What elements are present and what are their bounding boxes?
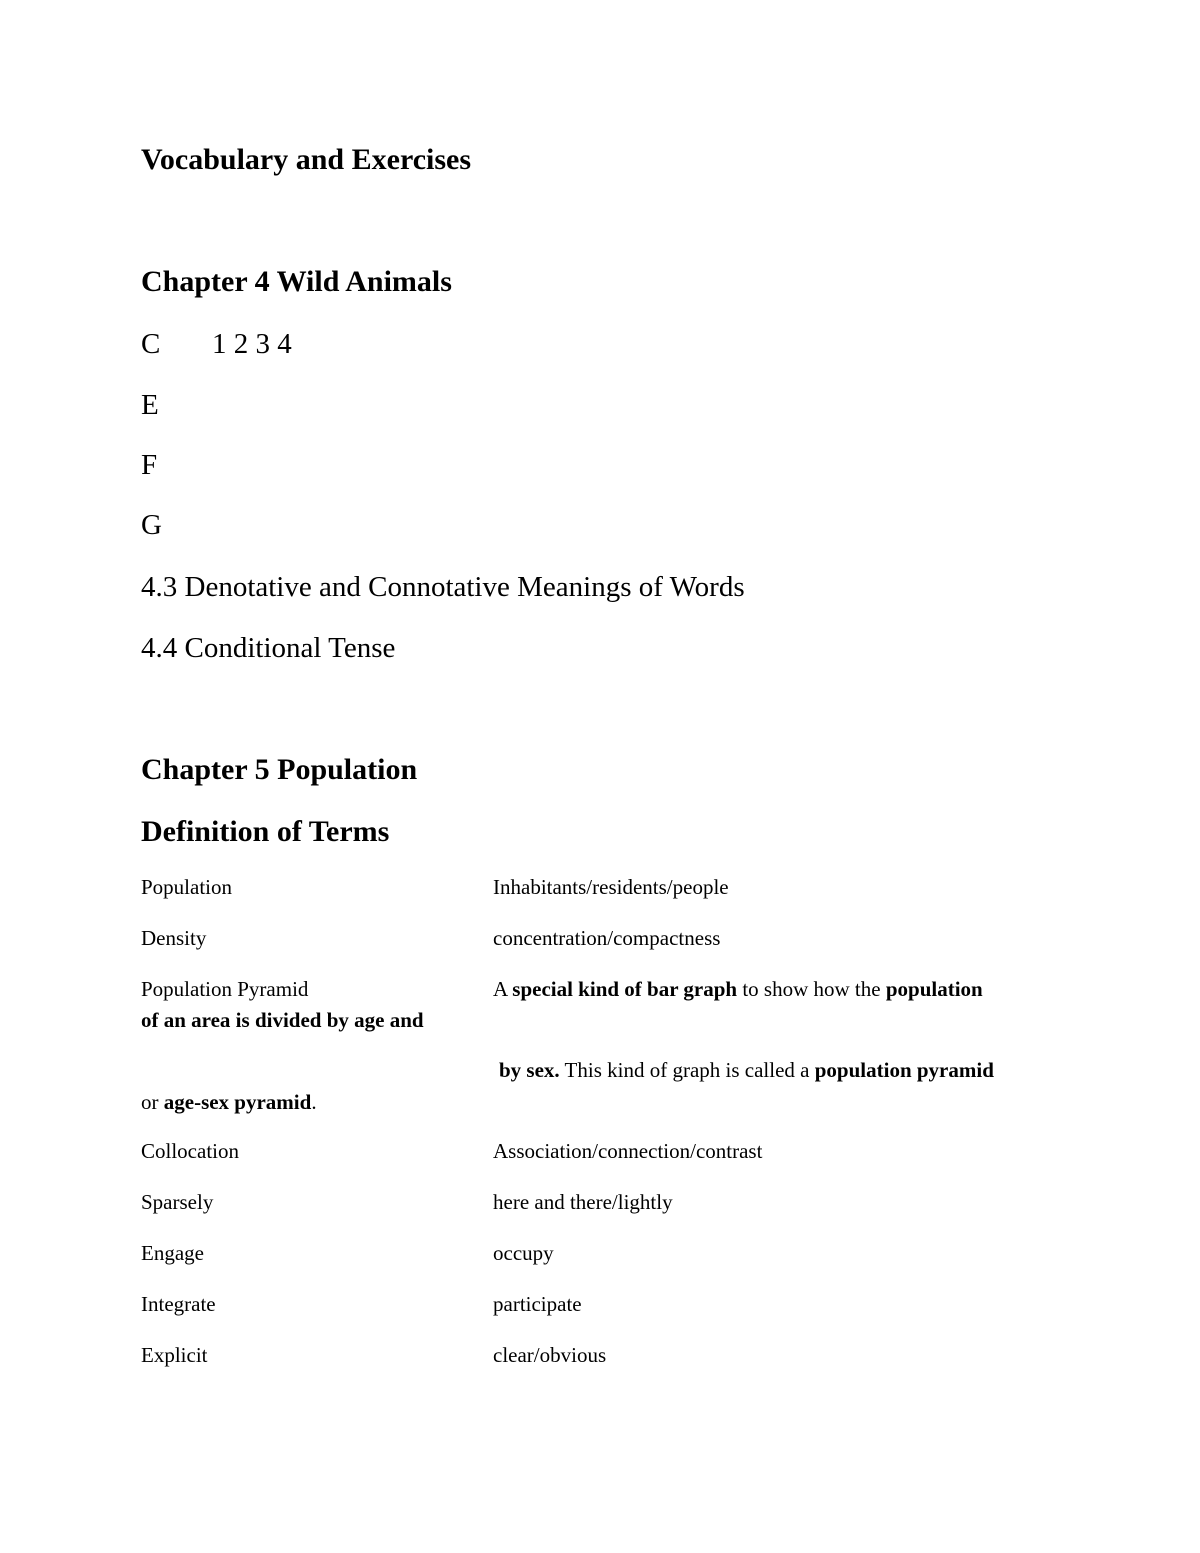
pyramid-definition-line-1 <box>493 979 983 1000</box>
pyramid-definition-line-2: of an area is divided by age and <box>141 1008 424 1032</box>
term-label: Engage <box>141 1241 204 1265</box>
term-definition: clear/obvious <box>493 1343 607 1367</box>
term-label: Collocation <box>141 1139 239 1163</box>
def-text: This kind of graph is called a <box>559 1058 815 1082</box>
term-label: Density <box>141 926 207 950</box>
term-label: Integrate <box>141 1292 216 1316</box>
def-text: . <box>311 1090 317 1114</box>
term-definition: Inhabitants/residents/people <box>493 875 729 899</box>
term-label: Sparsely <box>141 1190 214 1214</box>
document-title: Vocabulary and Exercises <box>141 143 472 176</box>
section-heading: 4.4 Conditional Tense <box>141 632 396 664</box>
term-definition: occupy <box>493 1241 554 1265</box>
term-label: Population <box>141 875 233 899</box>
section-heading: 4.3 Denotative and Connotative Meanings of Words <box>141 571 745 603</box>
def-bold-text: special kind of bar graph <box>512 977 738 1001</box>
def-bold-text: population <box>885 977 983 1001</box>
def-bold-text: age-sex pyramid <box>163 1090 312 1114</box>
term-definition: participate <box>493 1292 582 1316</box>
exercise-letter: E <box>141 389 159 421</box>
def-text: to show how the <box>737 977 886 1001</box>
term-definition: here and there/lightly <box>493 1190 673 1214</box>
exercise-letter: C <box>141 328 161 360</box>
definition-of-terms-heading: Definition of Terms <box>141 815 390 848</box>
term-label: Explicit <box>141 1343 208 1367</box>
exercise-letter: G <box>141 509 162 541</box>
def-text: A <box>493 977 513 1001</box>
def-bold-text: by sex. <box>499 1058 560 1082</box>
term-definition: Association/connection/contrast <box>493 1139 763 1163</box>
term-definition: concentration/compactness <box>493 926 721 950</box>
def-text: or <box>141 1090 164 1114</box>
term-label: Population Pyramid <box>141 977 309 1001</box>
pyramid-definition-line-3 <box>499 1060 994 1081</box>
chapter-4-heading: Chapter 4 Wild Animals <box>141 265 452 298</box>
exercise-items: 1 2 3 4 <box>212 328 292 360</box>
chapter-5-heading: Chapter 5 Population <box>141 753 418 786</box>
exercise-letter: F <box>141 449 158 481</box>
pyramid-definition-line-4 <box>141 1092 317 1113</box>
def-bold-text: population pyramid <box>814 1058 994 1082</box>
